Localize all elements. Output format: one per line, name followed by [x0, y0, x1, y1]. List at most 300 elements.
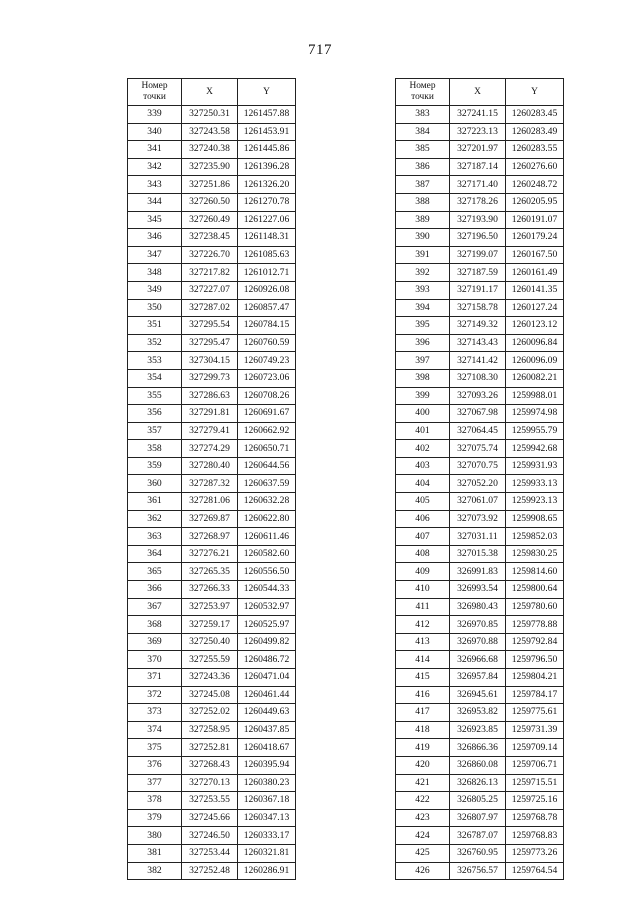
x-coordinate-cell: 327031.11: [450, 528, 506, 546]
y-coordinate-cell: 1260662.92: [238, 422, 296, 440]
y-coordinate-cell: 1260499.82: [238, 633, 296, 651]
x-coordinate-cell: 327250.40: [182, 633, 238, 651]
point-number-cell: 364: [128, 545, 182, 563]
point-number-cell: 380: [128, 827, 182, 845]
x-coordinate-cell: 326923.85: [450, 721, 506, 739]
table-row: [396, 721, 564, 739]
y-coordinate-cell: 1260926.08: [238, 281, 296, 299]
point-number-cell: 371: [128, 669, 182, 687]
point-number-cell: 348: [128, 264, 182, 282]
y-coordinate-cell: 1261457.88: [238, 106, 296, 124]
table-row: [128, 158, 296, 176]
y-coordinate-cell: 1260096.09: [506, 352, 564, 370]
table-row: [396, 106, 564, 124]
x-coordinate-cell: 327276.21: [182, 545, 238, 563]
table-row: [128, 281, 296, 299]
x-coordinate-cell: 327217.82: [182, 264, 238, 282]
y-coordinate-cell: 1260123.12: [506, 317, 564, 335]
y-coordinate-cell: 1259780.60: [506, 598, 564, 616]
y-coordinate-cell: 1260248.72: [506, 176, 564, 194]
table-row: [396, 264, 564, 282]
y-coordinate-cell: 1260141.35: [506, 281, 564, 299]
point-number-cell: 372: [128, 686, 182, 704]
y-coordinate-cell: 1259775.61: [506, 704, 564, 722]
table-row: [396, 545, 564, 563]
x-coordinate-cell: 327093.26: [450, 387, 506, 405]
point-number-cell: 392: [396, 264, 450, 282]
y-coordinate-cell: 1260544.33: [238, 581, 296, 599]
y-coordinate-cell: 1261270.78: [238, 193, 296, 211]
table-row: [128, 809, 296, 827]
y-coordinate-cell: 1259731.39: [506, 721, 564, 739]
table-row: [396, 704, 564, 722]
table-row: [396, 739, 564, 757]
point-number-cell: 356: [128, 405, 182, 423]
point-number-cell: 368: [128, 616, 182, 634]
x-coordinate-cell: 327245.08: [182, 686, 238, 704]
x-coordinate-cell: 327253.44: [182, 844, 238, 862]
x-coordinate-cell: 327253.55: [182, 792, 238, 810]
y-coordinate-cell: 1260691.67: [238, 405, 296, 423]
y-coordinate-cell: 1260167.50: [506, 246, 564, 264]
x-coordinate-cell: 327295.47: [182, 334, 238, 352]
table-row: [396, 123, 564, 141]
x-coordinate-cell: 327201.97: [450, 141, 506, 159]
x-header: X: [450, 79, 506, 106]
point-number-cell: 424: [396, 827, 450, 845]
x-coordinate-cell: 327268.97: [182, 528, 238, 546]
x-coordinate-cell: 327252.48: [182, 862, 238, 880]
point-number-cell: 421: [396, 774, 450, 792]
x-coordinate-cell: 327067.98: [450, 405, 506, 423]
point-number-cell: 382: [128, 862, 182, 880]
point-number-cell: 360: [128, 475, 182, 493]
table-row: [128, 176, 296, 194]
point-number-cell: 375: [128, 739, 182, 757]
y-coordinate-cell: 1261085.63: [238, 246, 296, 264]
y-coordinate-cell: 1259796.50: [506, 651, 564, 669]
y-coordinate-cell: 1259804.21: [506, 669, 564, 687]
table-row: [396, 246, 564, 264]
point-number-cell: 374: [128, 721, 182, 739]
y-coordinate-cell: 1259908.65: [506, 510, 564, 528]
page-number: 717: [308, 42, 332, 58]
x-coordinate-cell: 327061.07: [450, 493, 506, 511]
point-number-cell: 350: [128, 299, 182, 317]
point-number-cell: 346: [128, 229, 182, 247]
table-row: [128, 457, 296, 475]
x-coordinate-cell: 327287.32: [182, 475, 238, 493]
point-number-cell: 426: [396, 862, 450, 880]
table-row: [396, 510, 564, 528]
x-coordinate-cell: 326787.07: [450, 827, 506, 845]
point-number-cell: 339: [128, 106, 182, 124]
point-number-cell: 376: [128, 756, 182, 774]
table-row: [128, 844, 296, 862]
x-coordinate-cell: 327143.43: [450, 334, 506, 352]
x-coordinate-cell: 326993.54: [450, 581, 506, 599]
y-coordinate-cell: 1261227.06: [238, 211, 296, 229]
y-coordinate-cell: 1260333.17: [238, 827, 296, 845]
y-coordinate-cell: 1260650.71: [238, 440, 296, 458]
table-row: [396, 387, 564, 405]
point-number-cell: 422: [396, 792, 450, 810]
x-coordinate-cell: 327241.15: [450, 106, 506, 124]
x-coordinate-cell: 327226.70: [182, 246, 238, 264]
point-number-cell: 423: [396, 809, 450, 827]
point-number-cell: 357: [128, 422, 182, 440]
point-number-cell: 417: [396, 704, 450, 722]
point-number-cell: 354: [128, 369, 182, 387]
x-coordinate-cell: 326970.88: [450, 633, 506, 651]
point-number-cell: 355: [128, 387, 182, 405]
x-coordinate-cell: 326805.25: [450, 792, 506, 810]
y-coordinate-cell: 1260367.18: [238, 792, 296, 810]
y-coordinate-cell: 1260760.59: [238, 334, 296, 352]
table-row: [128, 704, 296, 722]
point-number-cell: 340: [128, 123, 182, 141]
point-number-cell: 425: [396, 844, 450, 862]
y-coordinate-cell: 1260205.95: [506, 193, 564, 211]
point-number-cell: 408: [396, 545, 450, 563]
y-coordinate-cell: 1259988.01: [506, 387, 564, 405]
point-number-cell: 361: [128, 493, 182, 511]
point-number-cell: 367: [128, 598, 182, 616]
y-coordinate-cell: 1260532.97: [238, 598, 296, 616]
x-coordinate-cell: 327187.14: [450, 158, 506, 176]
point-number-cell: 405: [396, 493, 450, 511]
point-number-cell: 359: [128, 457, 182, 475]
y-coordinate-cell: 1260644.56: [238, 457, 296, 475]
x-coordinate-cell: 326826.13: [450, 774, 506, 792]
y-coordinate-cell: 1261148.31: [238, 229, 296, 247]
point-number-cell: 398: [396, 369, 450, 387]
table-row: [128, 123, 296, 141]
point-number-cell: 370: [128, 651, 182, 669]
y-coordinate-cell: 1261012.71: [238, 264, 296, 282]
point-number-cell: 347: [128, 246, 182, 264]
y-coordinate-cell: 1260471.04: [238, 669, 296, 687]
point-number-cell: 349: [128, 281, 182, 299]
y-coordinate-cell: 1260486.72: [238, 651, 296, 669]
x-coordinate-cell: 327191.17: [450, 281, 506, 299]
point-number-cell: 403: [396, 457, 450, 475]
x-coordinate-cell: 327279.41: [182, 422, 238, 440]
point-number-cell: 351: [128, 317, 182, 335]
y-coordinate-cell: 1260723.06: [238, 369, 296, 387]
y-coordinate-cell: 1259725.16: [506, 792, 564, 810]
y-coordinate-cell: 1260857.47: [238, 299, 296, 317]
table-header-row: [396, 79, 564, 106]
x-coordinate-cell: 327070.75: [450, 457, 506, 475]
point-number-header: Номер точки: [128, 79, 182, 106]
point-number-cell: 363: [128, 528, 182, 546]
table-row: [396, 317, 564, 335]
y-coordinate-cell: 1259923.13: [506, 493, 564, 511]
table-row: [396, 528, 564, 546]
y-coordinate-cell: 1259784.17: [506, 686, 564, 704]
point-number-cell: 387: [396, 176, 450, 194]
x-coordinate-cell: 327193.90: [450, 211, 506, 229]
y-coordinate-cell: 1259768.78: [506, 809, 564, 827]
table-row: [396, 809, 564, 827]
y-coordinate-cell: 1259709.14: [506, 739, 564, 757]
x-coordinate-cell: 327171.40: [450, 176, 506, 194]
y-coordinate-cell: 1259852.03: [506, 528, 564, 546]
y-coordinate-cell: 1259942.68: [506, 440, 564, 458]
y-coordinate-cell: 1260347.13: [238, 809, 296, 827]
x-coordinate-cell: 327260.49: [182, 211, 238, 229]
table-row: [128, 229, 296, 247]
y-coordinate-cell: 1260283.45: [506, 106, 564, 124]
point-number-cell: 410: [396, 581, 450, 599]
point-number-cell: 395: [396, 317, 450, 335]
table-row: [128, 756, 296, 774]
point-number-cell: 414: [396, 651, 450, 669]
table-row: [396, 176, 564, 194]
table-row: [128, 299, 296, 317]
table-row: [396, 862, 564, 880]
y-coordinate-cell: 1260096.84: [506, 334, 564, 352]
y-coordinate-cell: 1260179.24: [506, 229, 564, 247]
x-coordinate-cell: 327149.32: [450, 317, 506, 335]
point-number-cell: 345: [128, 211, 182, 229]
x-coordinate-cell: 327075.74: [450, 440, 506, 458]
y-coordinate-cell: 1260276.60: [506, 158, 564, 176]
y-coordinate-cell: 1261396.28: [238, 158, 296, 176]
x-coordinate-cell: 327187.59: [450, 264, 506, 282]
y-header: Y: [238, 79, 296, 106]
x-coordinate-cell: 326957.84: [450, 669, 506, 687]
y-coordinate-cell: 1261326.20: [238, 176, 296, 194]
x-coordinate-cell: 327255.59: [182, 651, 238, 669]
y-coordinate-cell: 1259974.98: [506, 405, 564, 423]
point-number-cell: 344: [128, 193, 182, 211]
table-row: [396, 598, 564, 616]
y-coordinate-cell: 1259955.79: [506, 422, 564, 440]
table-row: [128, 528, 296, 546]
point-number-cell: 378: [128, 792, 182, 810]
point-number-cell: 377: [128, 774, 182, 792]
table-row: [396, 211, 564, 229]
x-coordinate-cell: 327280.40: [182, 457, 238, 475]
y-coordinate-cell: 1259933.13: [506, 475, 564, 493]
y-coordinate-cell: 1259778.88: [506, 616, 564, 634]
x-coordinate-cell: 326760.95: [450, 844, 506, 862]
table-row: [128, 264, 296, 282]
x-coordinate-cell: 327015.38: [450, 545, 506, 563]
y-coordinate-cell: 1260637.59: [238, 475, 296, 493]
y-coordinate-cell: 1260161.49: [506, 264, 564, 282]
point-number-cell: 407: [396, 528, 450, 546]
y-coordinate-cell: 1259715.51: [506, 774, 564, 792]
table-row: [396, 422, 564, 440]
x-coordinate-cell: 326980.43: [450, 598, 506, 616]
x-coordinate-cell: 327274.29: [182, 440, 238, 458]
table-row: [396, 369, 564, 387]
point-number-cell: 341: [128, 141, 182, 159]
point-number-cell: 385: [396, 141, 450, 159]
point-number-cell: 365: [128, 563, 182, 581]
x-coordinate-cell: 326866.36: [450, 739, 506, 757]
y-coordinate-cell: 1260611.46: [238, 528, 296, 546]
table-row: [128, 141, 296, 159]
y-coordinate-cell: 1259706.71: [506, 756, 564, 774]
point-number-cell: 397: [396, 352, 450, 370]
y-coordinate-cell: 1259764.54: [506, 862, 564, 880]
table-row: [128, 475, 296, 493]
table-row: [396, 669, 564, 687]
x-coordinate-cell: 327238.45: [182, 229, 238, 247]
x-coordinate-cell: 326991.83: [450, 563, 506, 581]
point-number-cell: 390: [396, 229, 450, 247]
table-row: [128, 106, 296, 124]
point-number-cell: 386: [396, 158, 450, 176]
table-row: [396, 581, 564, 599]
x-coordinate-cell: 326970.85: [450, 616, 506, 634]
point-number-cell: 400: [396, 405, 450, 423]
table-row: [128, 774, 296, 792]
y-coordinate-cell: 1259768.83: [506, 827, 564, 845]
table-row: [396, 299, 564, 317]
table-row: [128, 211, 296, 229]
table-row: [128, 669, 296, 687]
table-row: [128, 422, 296, 440]
y-coordinate-cell: 1260784.15: [238, 317, 296, 335]
table-row: [396, 792, 564, 810]
table-row: [128, 387, 296, 405]
x-coordinate-cell: 327291.81: [182, 405, 238, 423]
y-coordinate-cell: 1260283.55: [506, 141, 564, 159]
x-coordinate-cell: 327286.63: [182, 387, 238, 405]
point-number-cell: 373: [128, 704, 182, 722]
x-coordinate-cell: 327227.07: [182, 281, 238, 299]
x-coordinate-cell: 327052.20: [450, 475, 506, 493]
x-coordinate-cell: 327252.02: [182, 704, 238, 722]
x-coordinate-cell: 327240.38: [182, 141, 238, 159]
point-number-cell: 379: [128, 809, 182, 827]
x-coordinate-cell: 326953.82: [450, 704, 506, 722]
x-coordinate-cell: 327270.13: [182, 774, 238, 792]
x-coordinate-cell: 326966.68: [450, 651, 506, 669]
y-coordinate-cell: 1260380.23: [238, 774, 296, 792]
point-number-cell: 406: [396, 510, 450, 528]
table-row: [128, 405, 296, 423]
x-coordinate-cell: 327304.15: [182, 352, 238, 370]
table-row: [128, 369, 296, 387]
x-coordinate-cell: 327281.06: [182, 493, 238, 511]
x-coordinate-cell: 327141.42: [450, 352, 506, 370]
table-row: [128, 862, 296, 880]
y-coordinate-cell: 1260191.07: [506, 211, 564, 229]
x-coordinate-cell: 327245.66: [182, 809, 238, 827]
table-row: [396, 475, 564, 493]
table-row: [128, 493, 296, 511]
point-number-cell: 384: [396, 123, 450, 141]
table-row: [396, 334, 564, 352]
point-number-cell: 396: [396, 334, 450, 352]
x-coordinate-cell: 327073.92: [450, 510, 506, 528]
x-coordinate-cell: 327223.13: [450, 123, 506, 141]
table-row: [396, 651, 564, 669]
table-row: [396, 457, 564, 475]
x-coordinate-cell: 327178.26: [450, 193, 506, 211]
x-coordinate-cell: 327250.31: [182, 106, 238, 124]
y-coordinate-cell: 1260632.28: [238, 493, 296, 511]
table-row: [396, 281, 564, 299]
y-coordinate-cell: 1260525.97: [238, 616, 296, 634]
table-row: [128, 651, 296, 669]
point-number-cell: 413: [396, 633, 450, 651]
table-row: [396, 827, 564, 845]
table-row: [396, 141, 564, 159]
table-row: [396, 686, 564, 704]
point-number-cell: 389: [396, 211, 450, 229]
point-number-cell: 369: [128, 633, 182, 651]
y-coordinate-cell: 1259773.26: [506, 844, 564, 862]
y-coordinate-cell: 1259931.93: [506, 457, 564, 475]
y-coordinate-cell: 1259792.84: [506, 633, 564, 651]
coordinates-table-right: [395, 78, 564, 880]
point-number-cell: 381: [128, 844, 182, 862]
x-coordinate-cell: 327287.02: [182, 299, 238, 317]
x-coordinate-cell: 327258.95: [182, 721, 238, 739]
x-coordinate-cell: 327269.87: [182, 510, 238, 528]
point-number-cell: 358: [128, 440, 182, 458]
table-row: [128, 563, 296, 581]
table-row: [128, 739, 296, 757]
x-coordinate-cell: 327196.50: [450, 229, 506, 247]
table-row: [128, 246, 296, 264]
y-coordinate-cell: 1260708.26: [238, 387, 296, 405]
x-coordinate-cell: 327295.54: [182, 317, 238, 335]
table-row: [396, 756, 564, 774]
point-number-cell: 391: [396, 246, 450, 264]
y-coordinate-cell: 1260437.85: [238, 721, 296, 739]
x-coordinate-cell: 327265.35: [182, 563, 238, 581]
table-row: [128, 334, 296, 352]
y-coordinate-cell: 1260449.63: [238, 704, 296, 722]
table-row: [396, 229, 564, 247]
y-coordinate-cell: 1259830.25: [506, 545, 564, 563]
point-number-cell: 393: [396, 281, 450, 299]
point-number-cell: 404: [396, 475, 450, 493]
point-number-cell: 342: [128, 158, 182, 176]
y-coordinate-cell: 1260395.94: [238, 756, 296, 774]
y-coordinate-cell: 1260082.21: [506, 369, 564, 387]
point-number-cell: 420: [396, 756, 450, 774]
x-coordinate-cell: 327199.07: [450, 246, 506, 264]
table-row: [128, 581, 296, 599]
x-coordinate-cell: 327246.50: [182, 827, 238, 845]
table-row: [396, 563, 564, 581]
point-number-cell: 388: [396, 193, 450, 211]
y-coordinate-cell: 1260127.24: [506, 299, 564, 317]
y-coordinate-cell: 1260461.44: [238, 686, 296, 704]
table-row: [128, 721, 296, 739]
y-coordinate-cell: 1260283.49: [506, 123, 564, 141]
point-number-cell: 415: [396, 669, 450, 687]
x-coordinate-cell: 327252.81: [182, 739, 238, 757]
table-row: [396, 158, 564, 176]
table-row: [128, 510, 296, 528]
x-coordinate-cell: 327243.58: [182, 123, 238, 141]
y-coordinate-cell: 1260286.91: [238, 862, 296, 880]
point-number-cell: 416: [396, 686, 450, 704]
y-coordinate-cell: 1260321.81: [238, 844, 296, 862]
point-number-cell: 411: [396, 598, 450, 616]
table-row: [396, 352, 564, 370]
